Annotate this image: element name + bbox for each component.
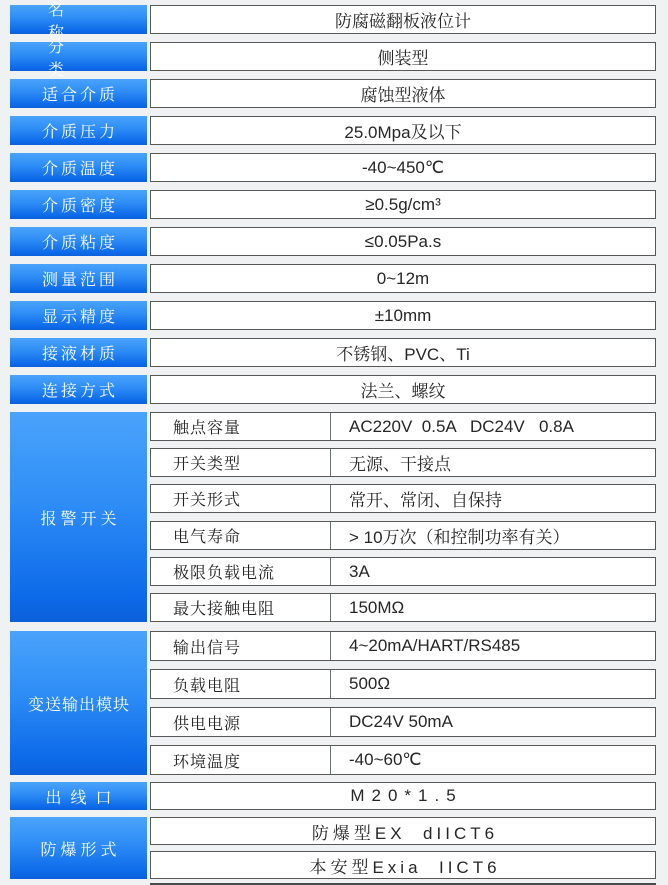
spec-label-measuring-range: 测量范围 [10, 264, 147, 293]
explosion-value-intrinsic-safety: 本安型Exia IICT6 [150, 851, 656, 879]
alarm-key-switch-type: 开关类型 [151, 449, 331, 476]
transmitter-value-power-supply: DC24V 50mA [349, 712, 453, 731]
transmitter-subrow-ambient-temperature [150, 745, 656, 775]
transmitter-key-load-resistance: 负载电阻 [151, 670, 331, 698]
spec-value-display-accuracy: ±10mm [150, 301, 656, 330]
alarm-subrow-limit-load-current [150, 557, 656, 586]
explosion-value-flameproof: 防爆型EX dIICT6 [150, 817, 656, 845]
alarm-subrow-max-contact-resistance [150, 593, 656, 622]
alarm-value-max-contact-resistance: 150MΩ [349, 597, 405, 617]
transmitter-subrow-output-signal [150, 631, 656, 661]
spec-value-suitable-medium: 腐蚀型液体 [150, 79, 656, 108]
spec-label-medium-temperature: 介质温度 [10, 153, 147, 182]
transmitter-value-ambient-temperature: -40~60℃ [349, 750, 422, 769]
spec-label-connection-type: 连接方式 [10, 375, 147, 404]
spec-value-medium-temperature: -40~450℃ [150, 153, 656, 182]
group-label-explosion-proof: 防爆形式 [10, 817, 147, 879]
group-label-transmitter-module: 变送输出模块 [10, 631, 147, 775]
alarm-key-max-contact-resistance: 最大接触电阻 [151, 594, 331, 621]
spec-value-name: 防腐磁翻板液位计 [150, 5, 656, 34]
spec-label-medium-density: 介质密度 [10, 190, 147, 219]
spec-label-category: 分类 [10, 42, 147, 71]
spec-label-suitable-medium: 适合介质 [10, 79, 147, 108]
spec-label-cable-outlet: 出线口 [10, 782, 147, 810]
transmitter-subrow-power-supply [150, 707, 656, 737]
spec-value-medium-pressure: 25.0Mpa及以下 [150, 116, 656, 145]
transmitter-subrow-load-resistance [150, 669, 656, 699]
spec-label-medium-viscosity: 介质粘度 [10, 227, 147, 256]
transmitter-key-output-signal: 输出信号 [151, 632, 331, 660]
alarm-subrow-switch-type [150, 448, 656, 477]
alarm-value-electrical-life: > 10万次（和控制功率有关） [349, 528, 570, 547]
alarm-value-switch-type: 无源、干接点 [349, 455, 451, 474]
spec-label-name: 名称 [10, 5, 147, 34]
transmitter-key-power-supply: 供电电源 [151, 708, 331, 736]
alarm-value-contact-capacity: AC220V 0.5A DC24V 0.8A [349, 416, 574, 436]
alarm-key-electrical-life: 电气寿命 [151, 522, 331, 549]
group-label-alarm-switch: 报警开关 [10, 412, 147, 622]
spec-value-connection-type: 法兰、螺纹 [150, 375, 656, 404]
spec-value-cable-outlet: M20*1.5 [150, 782, 656, 810]
alarm-key-switch-form: 开关形式 [151, 485, 331, 512]
alarm-subrow-switch-form [150, 484, 656, 513]
spec-value-medium-viscosity: ≤0.05Pa.s [150, 227, 656, 256]
alarm-value-switch-form: 常开、常闭、自保持 [349, 491, 502, 510]
spec-label-medium-pressure: 介质压力 [10, 116, 147, 145]
spec-value-medium-density: ≥0.5g/cm³ [150, 190, 656, 219]
alarm-subrow-contact-capacity [150, 412, 656, 441]
spec-value-wetted-material: 不锈钢、PVC、Ti [150, 338, 656, 367]
spec-label-display-accuracy: 显示精度 [10, 301, 147, 330]
alarm-key-contact-capacity: 触点容量 [151, 413, 331, 440]
alarm-subrow-electrical-life [150, 521, 656, 550]
spec-label-wetted-material: 接液材质 [10, 338, 147, 367]
alarm-key-limit-load-current: 极限负载电流 [151, 558, 331, 585]
spec-value-measuring-range: 0~12m [150, 264, 656, 293]
transmitter-key-ambient-temperature: 环境温度 [151, 746, 331, 774]
alarm-value-limit-load-current: 3A [349, 561, 370, 581]
transmitter-value-load-resistance: 500Ω [349, 674, 391, 693]
transmitter-value-output-signal: 4~20mA/HART/RS485 [349, 636, 521, 655]
spec-value-category: 侧装型 [150, 42, 656, 71]
